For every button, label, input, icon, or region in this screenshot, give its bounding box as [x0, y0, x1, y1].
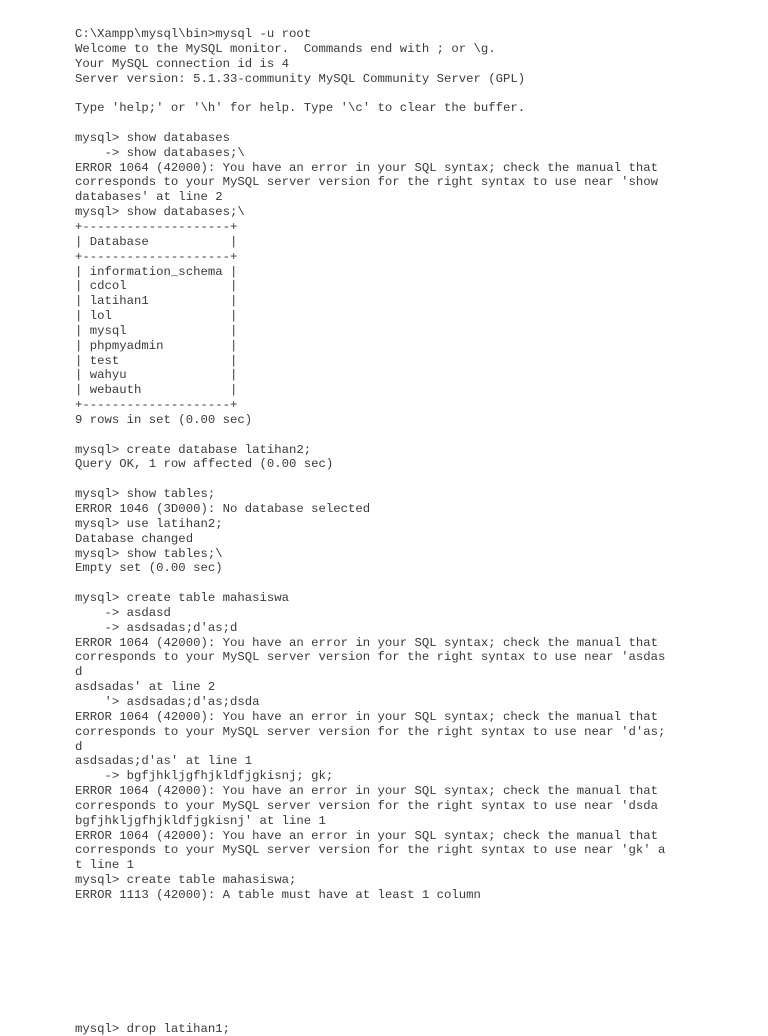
console-line	[75, 977, 755, 992]
console-line: | Database |	[75, 234, 238, 249]
console-line: -> asdasd	[75, 605, 171, 620]
console-line	[75, 918, 755, 933]
console-line: d	[75, 739, 83, 754]
console-line: +--------------------+	[75, 219, 238, 234]
console-line: mysql> show databases	[75, 130, 230, 145]
console-line: corresponds to your MySQL server version for the right syntax to use near 'show	[75, 175, 658, 190]
console-line: '> asdsadas;d'as;dsda	[75, 694, 260, 709]
console-line	[75, 116, 755, 131]
console-line: ERROR 1064 (42000): You have an error in your SQL syntax; check the manual that	[75, 635, 658, 650]
console-line: d	[75, 665, 83, 680]
console-line: mysql> create table mahasiswa;	[75, 873, 297, 888]
console-line: 9 rows in set (0.00 sec)	[75, 412, 253, 427]
console-line: mysql> show tables;\	[75, 546, 223, 561]
console-line: | test |	[75, 353, 238, 368]
console-line: asdsadas;d'as' at line 1	[75, 754, 253, 769]
console-line: -> asdsadas;d'as;d	[75, 620, 238, 635]
console-line: | information_schema |	[75, 264, 238, 279]
console-line: | mysql |	[75, 323, 238, 338]
console-line: Welcome to the MySQL monitor. Commands end with ; or \g.	[75, 41, 496, 56]
console-line: mysql> use latihan2;	[75, 516, 223, 531]
console-output	[75, 27, 755, 1036]
console-line: Empty set (0.00 sec)	[75, 561, 223, 576]
console-line: Type 'help;' or '\h' for help. Type '\c' to clear the buffer.	[75, 101, 526, 116]
console-line	[75, 962, 755, 977]
console-line	[75, 86, 755, 101]
console-line: | lol |	[75, 309, 238, 324]
console-line: Your MySQL connection id is 4	[75, 56, 290, 71]
console-line: asdsadas' at line 2	[75, 680, 216, 695]
console-line: corresponds to your MySQL server version for the right syntax to use near 'gk' a	[75, 843, 666, 858]
console-line	[75, 472, 755, 487]
console-line: bgfjhkljgfhjkldfjgkisnj' at line 1	[75, 813, 326, 828]
console-line: ERROR 1064 (42000): You have an error in your SQL syntax; check the manual that	[75, 828, 658, 843]
console-line	[75, 947, 755, 962]
console-line: corresponds to your MySQL server version for the right syntax to use near 'd'as;	[75, 724, 666, 739]
console-line: +--------------------+	[75, 398, 238, 413]
console-line	[75, 992, 755, 1007]
console-line: corresponds to your MySQL server version for the right syntax to use near 'dsda	[75, 798, 658, 813]
console-line: Server version: 5.1.33-community MySQL Community Server (GPL)	[75, 71, 526, 86]
console-line: +--------------------+	[75, 249, 238, 264]
console-line: ERROR 1064 (42000): You have an error in your SQL syntax; check the manual that	[75, 709, 658, 724]
console-line: t line 1	[75, 858, 135, 873]
console-line: corresponds to your MySQL server version for the right syntax to use near 'asdas	[75, 650, 666, 665]
console-line: ERROR 1064 (42000): You have an error in your SQL syntax; check the manual that	[75, 784, 658, 799]
console-line	[75, 428, 755, 443]
console-line: | wahyu |	[75, 368, 238, 383]
console-line: -> show databases;\	[75, 145, 245, 160]
console-line: ERROR 1064 (42000): You have an error in your SQL syntax; check the manual that	[75, 160, 658, 175]
console-line: mysql> drop latihan1;	[75, 1021, 230, 1036]
console-line: mysql> create table mahasiswa	[75, 591, 290, 606]
console-line: databases' at line 2	[75, 190, 223, 205]
console-line	[75, 932, 755, 947]
console-line: Query OK, 1 row affected (0.00 sec)	[75, 457, 334, 472]
console-line: | latihan1 |	[75, 294, 238, 309]
console-line: | phpmyadmin |	[75, 338, 238, 353]
console-line: Database changed	[75, 531, 194, 546]
console-line: C:\Xampp\mysql\bin>mysql -u root	[75, 27, 312, 41]
console-line: mysql> show tables;	[75, 487, 216, 502]
console-line	[75, 1007, 755, 1022]
console-line: mysql> show databases;\	[75, 205, 245, 220]
console-line: ERROR 1113 (42000): A table must have at least 1 column	[75, 887, 481, 902]
console-line: mysql> create database latihan2;	[75, 442, 312, 457]
console-line: ERROR 1046 (3D000): No database selected	[75, 502, 371, 516]
console-line: -> bgfjhkljgfhjkldfjgkisnj; gk;	[75, 769, 334, 784]
console-line: | webauth |	[75, 383, 238, 398]
console-line	[75, 576, 755, 591]
console-line: | cdcol |	[75, 279, 238, 294]
console-line	[75, 903, 755, 918]
